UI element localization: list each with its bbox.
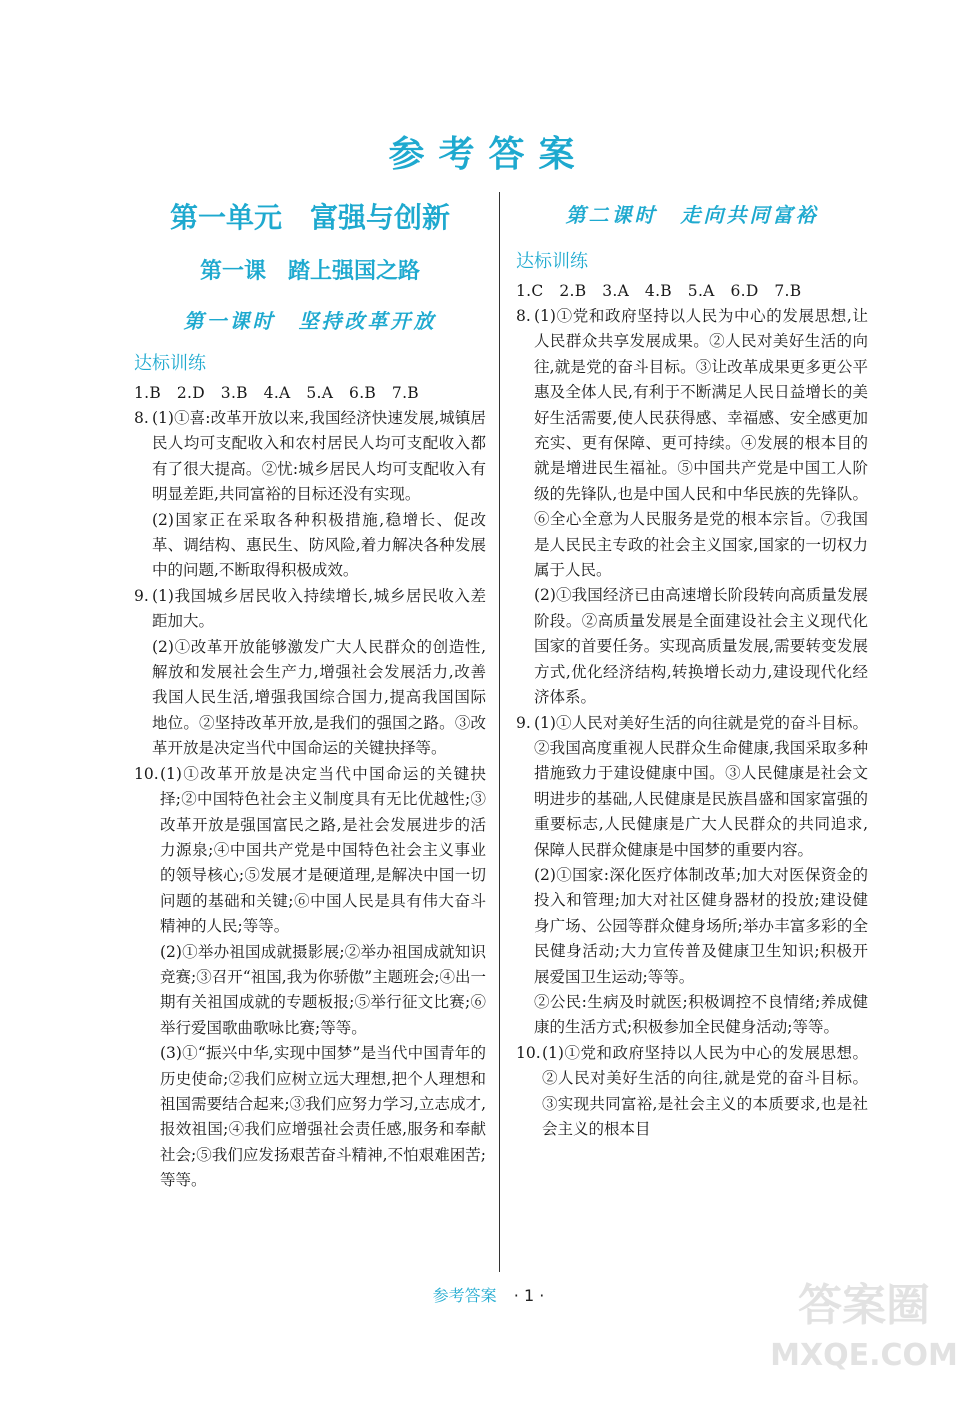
watermark-line1: 答案圈 [798,1280,930,1331]
lesson-heading: 第一课 踏上强国之路 [199,259,420,284]
left-column [134,192,486,1194]
answer-paragraph: (2)国家正在采取各种积极措施,稳增长、促改革、调结构、惠民生、防风险,着力解决各种发展中的问题,不断取得积极成效。 [152,510,486,580]
question-10 [516,1041,868,1143]
column-divider [499,192,500,1272]
section-heading: 达标训练 [134,353,206,374]
period-heading: 第二课时 走向共同富裕 [565,203,819,227]
question-number: 8. [134,409,149,427]
period-heading: 第一课时 坚持改革开放 [183,309,437,333]
footer-label: 参考答案 [432,1286,497,1305]
answer-paragraph: (1)我国城乡居民收入持续增长,城乡居民收入差距加大。 [152,586,486,631]
question-number: 9. [134,586,149,605]
answer-paragraph: (2)①国家:深化医疗体制改革;加大对医保资金的投入和管理;加大对社区健身器材的投放;建设健身广场、公园等群众健身场所;举办丰富多彩的全民健身活动;大力宣传普及健康卫生知识;积极开展爱国卫生运动;等等。 [534,865,868,986]
answer-paragraph: (1)①喜:改革开放以来,我国经济快速发展,城镇居民人均可支配收入和农村居民人均可支配收入都有了很大提高。②忧:城乡居民人均可支配收入有明显差距,共同富裕的目标还没有实现。 [152,409,486,504]
answer-paragraph: (1)①人民对美好生活的向往就是党的奋斗目标。②我国高度重视人民群众生命健康,我国采取多种措施致力于建设健康中国。③人民健康是社会文明进步的基础,人民健康是民族昌盛和国家富强的重要标志,人民健康是广大人民群众的共同追求,保障人民群众健康是中国梦的重要内容。 [534,713,868,859]
question-9 [134,584,486,762]
question-number: 9. [516,713,531,732]
question-8 [134,406,486,584]
choice-answers: 1.B 2.D 3.B 4.A 5.A 6.B 7.B [134,384,419,402]
answer-paragraph: (2)①改革开放能够激发广大人民群众的创造性,解放和发展社会生产力,增强社会发展活力,改善我国人民生活,增强我国综合国力,提高我国国际地位。②坚持改革开放,是我们的强国之路。③改革开放是决定当代中国命运的关键抉择等。 [152,637,486,758]
watermark-line2: MXQE.COM [770,1338,958,1373]
answers-block [516,278,868,1142]
unit-heading: 第一单元 富强与创新 [169,201,450,234]
answer-paragraph: (1)①党和政府坚持以人民为中心的发展思想,让人民群众共享发展成果。②人民对美好生活的向往,就是党的奋斗目标。③让改革成果更多更公平惠及全体人民,有利于不断满足人民日益增长的美好生活需要,使人民获得感、幸福感、安全感更加充实、更有保障、更可持续。④发展的根本目的就是增进民生福祉。⑤中国共产党是中国工人阶级的先锋队,也是中国人民和中华民族的先锋队。⑥全心全意为人民服务是党的根本宗旨。⑦我国是人民民主专政的社会主义国家,国家的一切权力属于人民。 [534,307,868,580]
question-number: 10. [134,764,159,783]
question-number: 8. [516,307,531,325]
answers-block [134,380,486,1194]
page-title: 参考答案 [388,134,589,175]
answer-paragraph: (3)①“振兴中华,实现中国梦”是当代中国青年的历史使命;②我们应树立远大理想,把个人理想和祖国需要结合起来;③我们应努力学习,立志成才,报效祖国;④我们应增强社会责任感,服务和奉献社会;⑤我们应发扬艰苦奋斗精神,不怕艰难困苦;等等。 [160,1044,486,1190]
question-9 [516,711,868,1041]
question-number: 10. [516,1043,541,1062]
answer-paragraph: (2)①举办祖国成就摄影展;②举办祖国成就知识竞赛;③召开“祖国,我为你骄傲”主题班会;④出一期有关祖国成就的专题板报;⑤举行征文比赛;⑥举行爱国歌曲歌咏比赛;等等。 [160,942,486,1037]
section-heading: 达标训练 [516,251,588,272]
question-8 [516,304,868,711]
choice-answers: 1.C 2.B 3.A 4.B 5.A 6.D 7.B [516,282,802,300]
question-10 [134,762,486,1194]
right-column [516,192,868,1142]
watermark-logo [769,1270,959,1380]
answer-paragraph: ②公民:生病及时就医;积极调控不良情绪;养成健康的生活方式;积极参加全民健身活动;等等。 [534,992,868,1037]
answer-paragraph: (1)①改革开放是决定当代中国命运的关键抉择;②中国特色社会主义制度具有无比优越性;③改革开放是强国富民之路,是社会发展进步的活力源泉;④中国共产党是中国特色社会主义事业的领导核心;⑤发展才是硬道理,是解决中国一切问题的基础和关键;⑥中国人民是具有伟大奋斗精神的人民;等等。 [160,764,486,936]
answer-paragraph: (1)①党和政府坚持以人民为中心的发展思想。②人民对美好生活的向往,就是党的奋斗目标。③实现共同富裕,是社会主义的本质要求,也是社会主义的根本目 [542,1043,868,1138]
page-number: · 1 · [513,1286,545,1305]
answer-paragraph: (2)①我国经济已由高速增长阶段转向高质量发展阶段。②高质量发展是全面建设社会主义现代化国家的首要任务。实现高质量发展,需要转变发展方式,优化经济结构,转换增长动力,建设现代化经济体系。 [534,586,868,707]
